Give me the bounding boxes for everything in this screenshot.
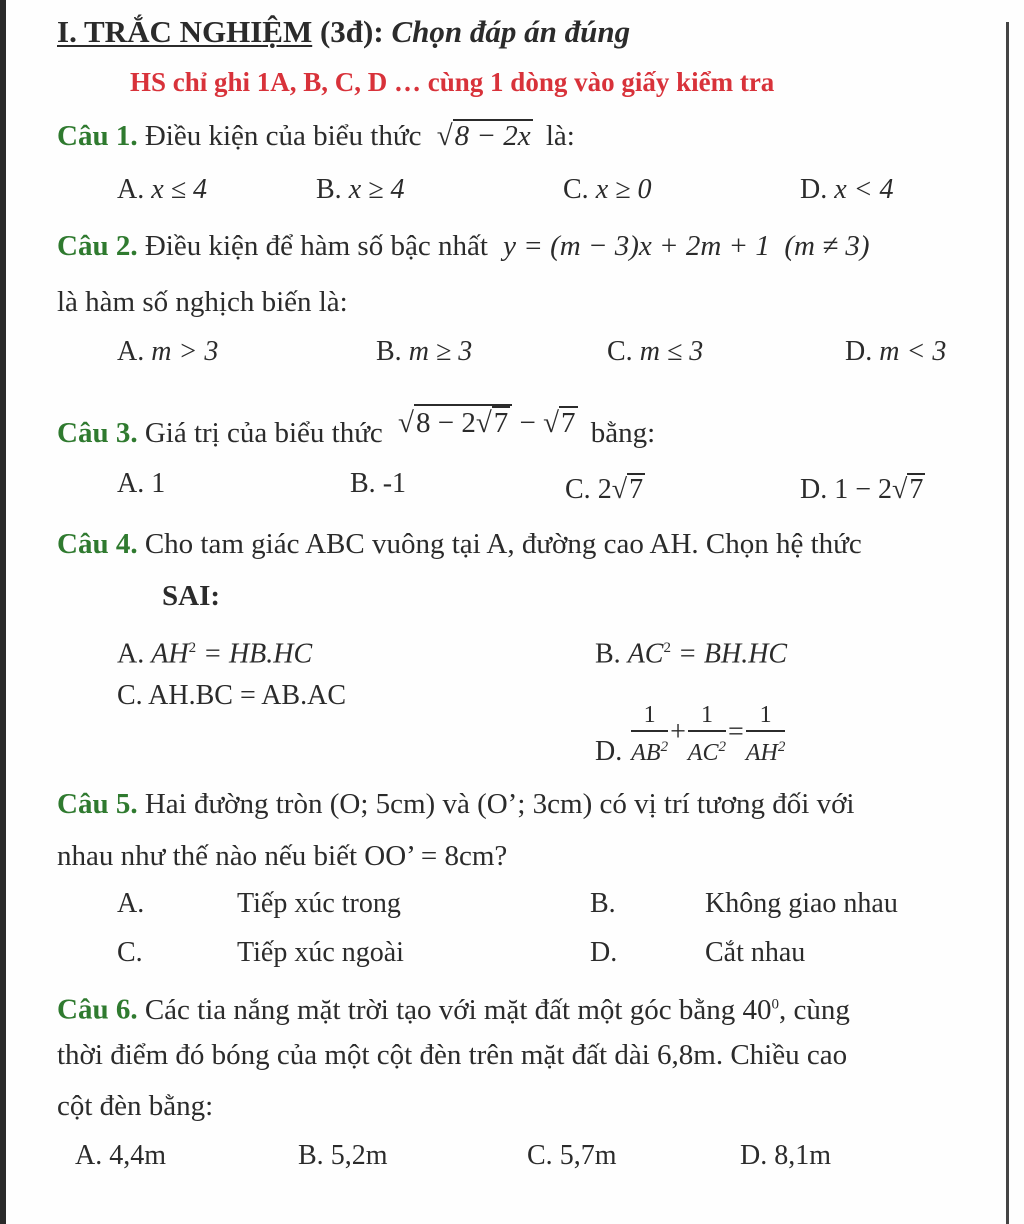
text-segment: 5,7m bbox=[559, 1140, 617, 1171]
text-segment: 2 bbox=[597, 474, 612, 505]
option-a[interactable] bbox=[117, 886, 401, 922]
right-border-line bbox=[1006, 22, 1009, 1224]
option-a[interactable] bbox=[117, 466, 165, 502]
option-a[interactable] bbox=[117, 172, 207, 208]
text-segment: D. bbox=[740, 1140, 768, 1171]
text-segment: B. bbox=[350, 468, 376, 499]
text-segment: C. bbox=[117, 680, 143, 711]
question-5-line-2: nhau như thế nào nếu biết OO’ = 8cm? bbox=[57, 840, 508, 872]
text-segment: C. bbox=[563, 174, 589, 205]
denominator bbox=[688, 732, 726, 768]
superscript: 0 bbox=[771, 996, 779, 1012]
numerator: 1 bbox=[688, 700, 726, 732]
text-segment: Không giao nhau bbox=[705, 888, 898, 919]
text-segment: A. bbox=[117, 888, 145, 919]
fraction bbox=[688, 700, 726, 768]
text-segment: AH bbox=[745, 740, 778, 766]
fraction bbox=[631, 700, 668, 768]
text-segment: AC bbox=[687, 740, 719, 766]
radical-sign: √ bbox=[475, 407, 492, 439]
text-segment: A. bbox=[117, 174, 145, 205]
text-segment: x < 4 bbox=[834, 174, 894, 205]
text-segment: m < 3 bbox=[879, 336, 947, 367]
question-1 bbox=[57, 118, 575, 154]
radicand: 7 bbox=[493, 407, 509, 439]
sqrt-expression bbox=[398, 404, 512, 441]
text-segment: 1 bbox=[151, 468, 166, 499]
section-title: I. TRẮC NGHIỆM bbox=[57, 14, 313, 49]
text-segment: C. bbox=[117, 937, 143, 968]
option-d[interactable] bbox=[590, 935, 806, 971]
radical-sign: √ bbox=[892, 474, 908, 505]
text-segment: Các tia nắng mặt trời tạo với mặt đất một góc bằng 40 bbox=[144, 993, 772, 1026]
text-segment: A. bbox=[75, 1140, 103, 1171]
text-segment: B. bbox=[298, 1140, 324, 1171]
superscript: 2 bbox=[663, 640, 671, 656]
question-label: Câu 2. bbox=[57, 230, 138, 262]
option-c[interactable] bbox=[565, 472, 645, 508]
question-label: Câu 5. bbox=[57, 788, 138, 820]
sqrt-expression bbox=[612, 472, 645, 508]
instruction-note: HS chỉ ghi 1A, B, C, D … cùng 1 dòng vào giấy kiểm tra bbox=[130, 67, 775, 97]
denominator bbox=[631, 732, 668, 768]
text-segment: C. bbox=[607, 336, 633, 367]
option-c[interactable] bbox=[117, 935, 404, 971]
option-b[interactable] bbox=[350, 466, 406, 502]
question-text-after: bằng: bbox=[590, 417, 656, 449]
fraction bbox=[746, 700, 786, 768]
text-segment: = HB.HC bbox=[196, 638, 313, 670]
text-segment: x ≥ 0 bbox=[595, 174, 652, 205]
option-d[interactable] bbox=[845, 334, 946, 370]
text-segment: A. bbox=[117, 638, 145, 670]
option-c[interactable] bbox=[527, 1138, 616, 1174]
text-segment: m > 3 bbox=[151, 336, 219, 367]
text-segment: 4,4m bbox=[109, 1140, 167, 1171]
text-segment: A. bbox=[117, 468, 145, 499]
option-a[interactable] bbox=[75, 1138, 166, 1174]
text-segment: + bbox=[670, 716, 686, 748]
option-d[interactable] bbox=[740, 1138, 831, 1174]
question-label: Câu 1. bbox=[57, 120, 138, 152]
radicand: 8 − 2x bbox=[454, 120, 531, 152]
text-segment: D. bbox=[800, 474, 828, 505]
sqrt-expression bbox=[437, 118, 533, 154]
question-4 bbox=[57, 526, 862, 562]
radical-sign: √ bbox=[611, 474, 628, 505]
radicand: 7 bbox=[561, 407, 576, 439]
question-6-line-3: cột đèn bằng: bbox=[57, 1090, 214, 1122]
radical-sign: √ bbox=[436, 120, 453, 152]
question-text: Cho tam giác ABC vuông tại A, đường cao AH. Chọn hệ thức bbox=[144, 528, 862, 560]
text-segment: D. bbox=[590, 937, 618, 968]
option-c[interactable] bbox=[117, 678, 346, 714]
option-b[interactable] bbox=[595, 630, 787, 672]
option-d[interactable] bbox=[595, 700, 787, 768]
question-text: Giá trị của biểu thức bbox=[144, 417, 383, 449]
radical-sign: √ bbox=[398, 407, 414, 439]
question-2-line-2: là hàm số nghịch biến là: bbox=[57, 286, 348, 318]
question-4-line-2: SAI: bbox=[162, 580, 221, 612]
question-6-line-2: thời điểm đó bóng của một cột đèn trên mặt đất dài 6,8m. Chiều cao bbox=[57, 1039, 848, 1071]
question-label: Câu 6. bbox=[57, 993, 138, 1026]
question-text-after: là: bbox=[545, 120, 575, 152]
text-segment: m ≥ 3 bbox=[408, 336, 473, 367]
text-segment: m ≤ 3 bbox=[639, 336, 704, 367]
option-b[interactable] bbox=[590, 886, 898, 922]
text-segment: Cắt nhau bbox=[705, 937, 806, 968]
option-c[interactable] bbox=[563, 172, 651, 208]
text-segment: x ≥ 4 bbox=[348, 174, 405, 205]
superscript: 2 bbox=[777, 739, 786, 755]
question-text: Hai đường tròn (O; 5cm) và (O’; 3cm) có vị trí tương đối với bbox=[144, 788, 855, 820]
text-segment: AC bbox=[627, 638, 664, 670]
text-segment: = BH.HC bbox=[670, 638, 788, 670]
numerator: 1 bbox=[746, 700, 786, 732]
question-5 bbox=[57, 786, 855, 822]
option-c[interactable] bbox=[607, 334, 703, 370]
text-segment: B. bbox=[590, 888, 616, 919]
radicand bbox=[414, 404, 512, 438]
text-segment: B. bbox=[595, 638, 621, 670]
superscript: 2 bbox=[660, 739, 669, 755]
question-label: Câu 3. bbox=[57, 417, 138, 449]
text-segment: D. bbox=[845, 336, 873, 367]
radicand: 7 bbox=[909, 474, 924, 505]
text-segment: B. bbox=[376, 336, 402, 367]
question-2 bbox=[57, 228, 870, 264]
text-segment: AH.BC = AB.AC bbox=[148, 680, 346, 711]
text-segment: AH bbox=[151, 638, 189, 670]
section-instruction: Chọn đáp án đúng bbox=[391, 14, 631, 49]
question-text bbox=[145, 994, 850, 1026]
superscript: 2 bbox=[718, 739, 727, 755]
text-segment: 5,2m bbox=[330, 1140, 388, 1171]
option-b[interactable] bbox=[376, 334, 472, 370]
question-label: Câu 4. bbox=[57, 528, 138, 560]
text-segment: C. bbox=[565, 474, 591, 505]
sqrt-expression bbox=[543, 405, 577, 441]
text-segment: 8 − 2 bbox=[415, 407, 476, 439]
question-text: Điều kiện của biểu thức bbox=[144, 120, 422, 152]
denominator bbox=[746, 732, 786, 768]
option-a[interactable] bbox=[117, 334, 218, 370]
option-b[interactable] bbox=[298, 1138, 387, 1174]
option-d[interactable] bbox=[800, 172, 894, 208]
text-segment: A. bbox=[117, 336, 145, 367]
sqrt-expression bbox=[476, 406, 510, 438]
text-segment: D. bbox=[800, 174, 828, 205]
question-text: Điều kiện để hàm số bậc nhất bbox=[144, 230, 488, 262]
text-segment: C. bbox=[527, 1140, 553, 1171]
radical-expression bbox=[398, 407, 585, 439]
text-segment: D. bbox=[595, 736, 623, 768]
numerator: 1 bbox=[631, 700, 668, 732]
text-segment: Tiếp xúc trong bbox=[237, 888, 401, 919]
sqrt-expression bbox=[892, 472, 925, 508]
text-segment: -1 bbox=[382, 468, 407, 499]
text-segment: x ≤ 4 bbox=[151, 174, 208, 205]
text-segment: Tiếp xúc ngoài bbox=[237, 937, 404, 968]
text-segment: B. bbox=[316, 174, 342, 205]
text-segment: − bbox=[512, 407, 544, 439]
radicand: 7 bbox=[629, 474, 644, 505]
question-3 bbox=[57, 407, 656, 451]
function-expression: y = (m − 3)x + 2m + 1 (m ≠ 3) bbox=[503, 230, 870, 262]
option-b[interactable] bbox=[316, 172, 404, 208]
text-segment: = bbox=[728, 716, 744, 748]
option-d[interactable] bbox=[800, 472, 925, 508]
left-border bbox=[0, 0, 6, 1224]
text-segment: 1 − 2 bbox=[834, 474, 893, 505]
text-segment: , cùng bbox=[778, 993, 850, 1026]
superscript: 2 bbox=[188, 640, 197, 656]
section-points: (3đ): bbox=[319, 14, 384, 49]
radical-sign: √ bbox=[543, 407, 560, 439]
text-segment: AB bbox=[631, 740, 661, 766]
question-6 bbox=[57, 986, 850, 1028]
option-a[interactable] bbox=[117, 630, 312, 672]
section-heading bbox=[57, 14, 630, 50]
text-segment: 8,1m bbox=[774, 1140, 832, 1171]
